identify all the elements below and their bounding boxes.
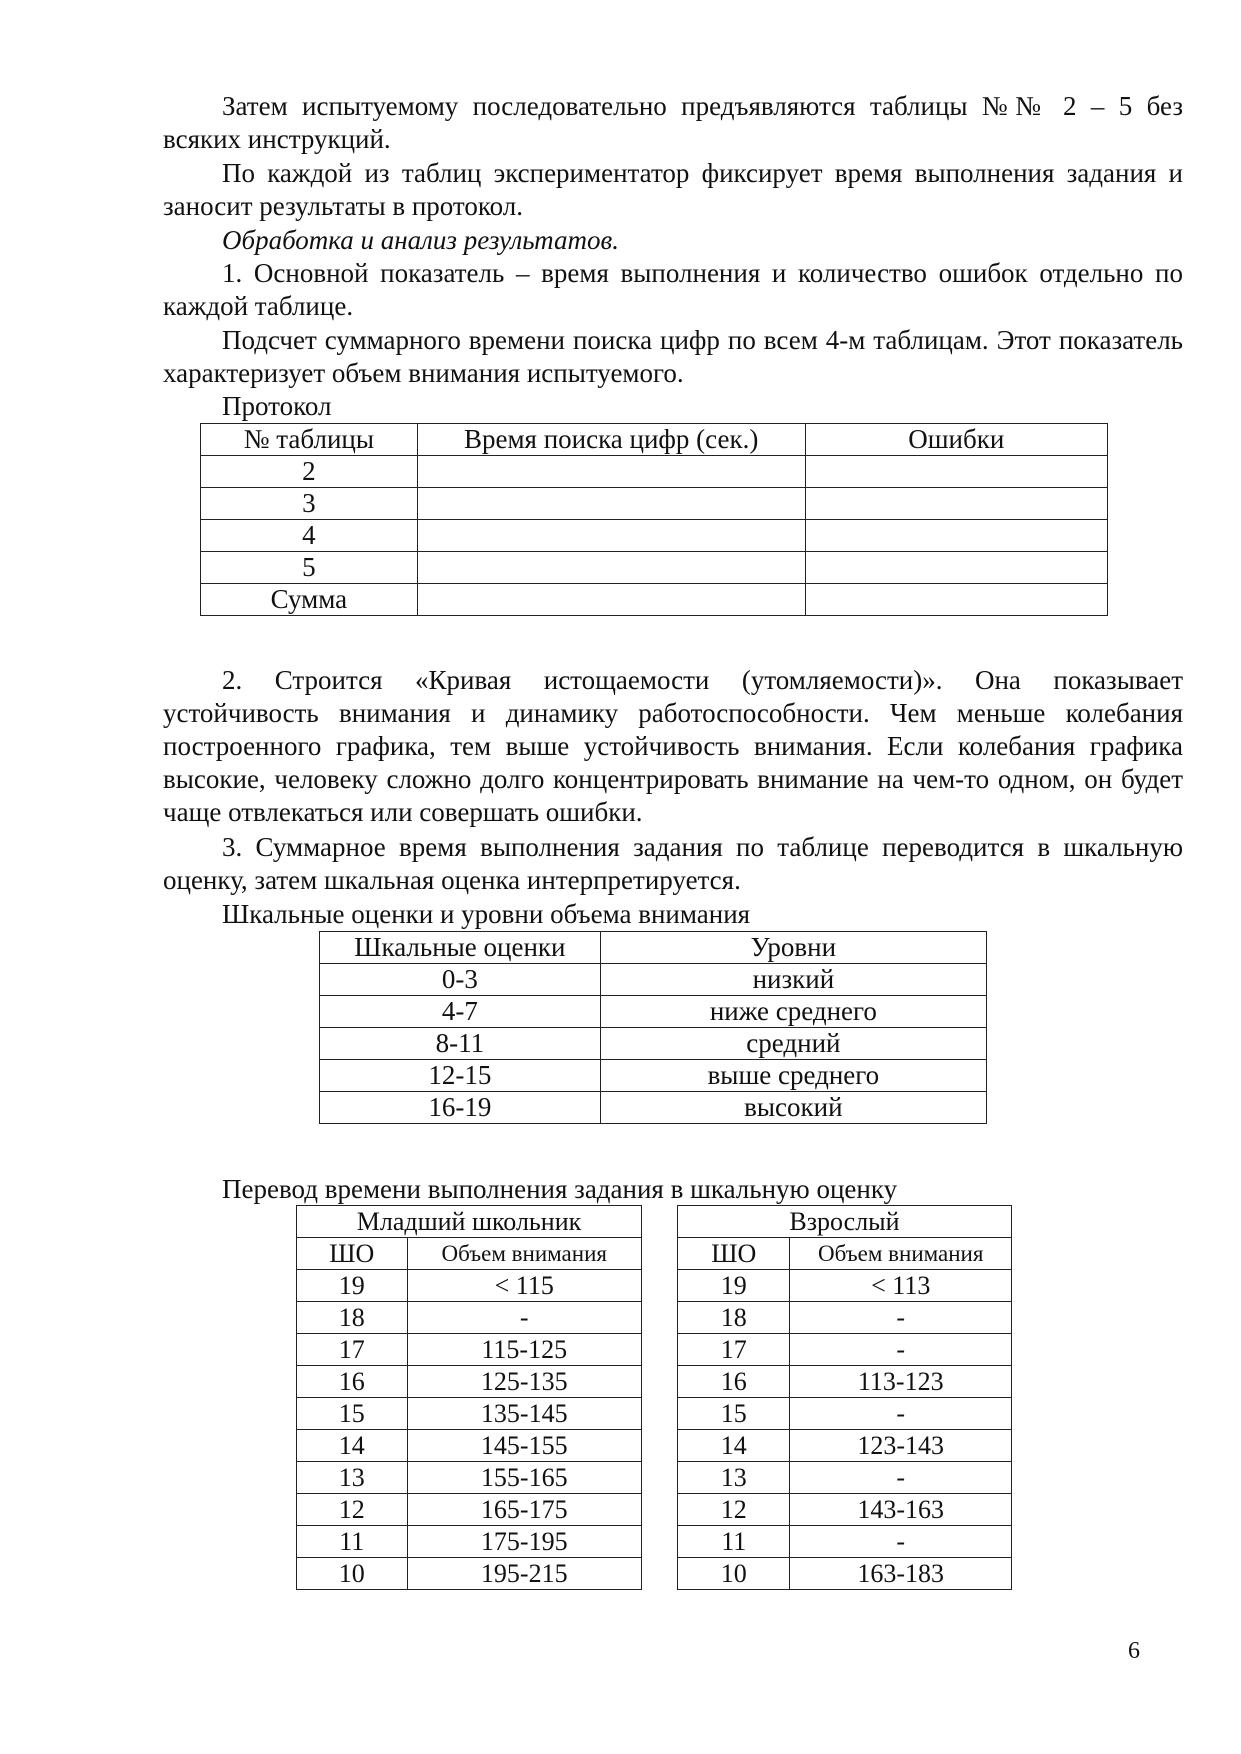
empty-cell: [805, 552, 1107, 584]
table-cell: 175-195: [407, 1526, 642, 1558]
table-cell: -: [790, 1462, 1012, 1494]
table-cell: 10: [678, 1558, 790, 1590]
column-header: ШО: [297, 1238, 408, 1270]
table-cell: низкий: [600, 964, 986, 996]
table-header-row: [201, 424, 1108, 456]
column-header: Объем внимания: [790, 1238, 1012, 1270]
conversion-caption: Перевод времени выполнения задания в шкальную оценку: [222, 1174, 898, 1204]
table-row: [297, 1366, 642, 1398]
table-cell: ниже среднего: [600, 996, 986, 1028]
table-row: [678, 1366, 1012, 1398]
table-cell: -: [790, 1302, 1012, 1334]
empty-cell: [805, 584, 1107, 616]
table-header-row: [320, 932, 987, 964]
table-row: [678, 1430, 1012, 1462]
levels-table: [319, 931, 987, 1124]
table-cell: 12: [678, 1494, 790, 1526]
table-cell: 12: [297, 1494, 408, 1526]
table-cell: < 113: [790, 1270, 1012, 1302]
table-row: [678, 1270, 1012, 1302]
table-row: [297, 1494, 642, 1526]
table-cell: 0-3: [320, 964, 601, 996]
table-cell: 123-143: [790, 1430, 1012, 1462]
table-header-row: [678, 1238, 1012, 1270]
table-row: [678, 1494, 1012, 1526]
table-cell: 4-7: [320, 996, 601, 1028]
table-cell: 143-163: [790, 1494, 1012, 1526]
table-row: [297, 1558, 642, 1590]
table-cell: 14: [678, 1430, 790, 1462]
table-cell: 2: [201, 456, 418, 488]
protocol-caption: Протокол: [222, 391, 332, 421]
table-row: [678, 1302, 1012, 1334]
table-cell: 12-15: [320, 1060, 601, 1092]
table-cell: 14: [297, 1430, 408, 1462]
table-row: [201, 456, 1108, 488]
empty-cell: [417, 488, 805, 520]
table-row: [678, 1334, 1012, 1366]
column-header: ШО: [678, 1238, 790, 1270]
column-header: Время поиска цифр (сек.): [417, 424, 805, 456]
empty-cell: [417, 456, 805, 488]
table-row: [201, 488, 1108, 520]
table-cell: < 115: [407, 1270, 642, 1302]
empty-cell: [805, 520, 1107, 552]
table-cell: 195-215: [407, 1558, 642, 1590]
table-row: [320, 1060, 987, 1092]
protocol-table: [200, 423, 1108, 616]
table-cell: 145-155: [407, 1430, 642, 1462]
table-cell: -: [790, 1398, 1012, 1430]
table-cell: -: [407, 1302, 642, 1334]
table-title: Взрослый: [678, 1206, 1012, 1238]
empty-cell: [805, 456, 1107, 488]
column-header: Уровни: [600, 932, 986, 964]
column-header: № таблицы: [201, 424, 418, 456]
table-row: [297, 1302, 642, 1334]
table-cell: 125-135: [407, 1366, 642, 1398]
table-cell: 115-125: [407, 1334, 642, 1366]
table-cell: 17: [297, 1334, 408, 1366]
table-cell: 113-123: [790, 1366, 1012, 1398]
paragraph-7: 3. Суммарное время выполнения задания по таблице переводится в шкальную оценку, затем шкальная оценка интерпретируется.: [163, 832, 1183, 895]
table-cell: Сумма: [201, 584, 418, 616]
paragraph-5: Подсчет суммарного времени поиска цифр по всем 4-м таблицам. Этот показатель характеризует объем внимания испытуемого.: [163, 325, 1183, 388]
table-cell: высокий: [600, 1092, 986, 1124]
table-row: [297, 1398, 642, 1430]
table-cell: 16: [297, 1366, 408, 1398]
table-cell: 19: [297, 1270, 408, 1302]
table-cell: 8-11: [320, 1028, 601, 1060]
table-cell: 11: [678, 1526, 790, 1558]
table-row: [678, 1558, 1012, 1590]
column-header: Объем внимания: [407, 1238, 642, 1270]
adult-scale-table: [677, 1205, 1012, 1590]
table-header-row: [297, 1238, 642, 1270]
table-cell: 19: [678, 1270, 790, 1302]
table-cell: средний: [600, 1028, 986, 1060]
table-cell: 5: [201, 552, 418, 584]
paragraph-2: По каждой из таблиц экспериментатор фиксирует время выполнения задания и заносит результаты в протокол.: [163, 158, 1183, 221]
table-row: [320, 1028, 987, 1060]
page-number: 6: [1128, 1638, 1140, 1664]
table-cell: 13: [678, 1462, 790, 1494]
table-cell: 10: [297, 1558, 408, 1590]
paragraph-1: Затем испытуемому последовательно предъявляются таблицы №№ 2 – 5 без всяких инструкций.: [163, 91, 1183, 154]
table-cell: 135-145: [407, 1398, 642, 1430]
table-row: [201, 520, 1108, 552]
table-cell: 17: [678, 1334, 790, 1366]
table-cell: 11: [297, 1526, 408, 1558]
empty-cell: [417, 552, 805, 584]
levels-caption: Шкальные оценки и уровни объема внимания: [222, 899, 751, 929]
table-row: [320, 1092, 987, 1124]
table-cell: выше среднего: [600, 1060, 986, 1092]
table-row: [297, 1526, 642, 1558]
table-cell: 155-165: [407, 1462, 642, 1494]
table-title: Младший школьник: [297, 1206, 642, 1238]
table-cell: 3: [201, 488, 418, 520]
empty-cell: [417, 584, 805, 616]
junior-scale-table: [296, 1205, 642, 1590]
paragraph-6: 2. Строится «Кривая истощаемости (утомляемости)». Она показывает устойчивость внимания и динамику работоспособности. Чем меньше колебания построенного графика, тем выше устойчивость внимания. Если колебания графика высокие, человеку сложно долго концентрировать внимание на чем-то одном, он будет чаще отвлекаться или совершать ошибки.: [163, 665, 1183, 827]
table-row: [678, 1462, 1012, 1494]
column-header: Шкальные оценки: [320, 932, 601, 964]
paragraph-4: 1. Основной показатель – время выполнения и количество ошибок отдельно по каждой таблице.: [163, 258, 1183, 321]
table-row: [678, 1526, 1012, 1558]
table-title-row: [678, 1206, 1012, 1238]
table-cell: 13: [297, 1462, 408, 1494]
column-header: Ошибки: [805, 424, 1107, 456]
table-cell: 15: [678, 1398, 790, 1430]
table-row: [297, 1430, 642, 1462]
table-row: [320, 996, 987, 1028]
table-row: [201, 552, 1108, 584]
table-row: [320, 964, 987, 996]
section-heading: Обработка и анализ результатов.: [222, 225, 619, 255]
table-cell: -: [790, 1526, 1012, 1558]
table-title-row: [297, 1206, 642, 1238]
table-row: [297, 1334, 642, 1366]
table-row: [297, 1270, 642, 1302]
empty-cell: [417, 520, 805, 552]
table-cell: 4: [201, 520, 418, 552]
table-cell: 15: [297, 1398, 408, 1430]
table-row: [297, 1462, 642, 1494]
empty-cell: [805, 488, 1107, 520]
table-cell: 18: [297, 1302, 408, 1334]
table-cell: -: [790, 1334, 1012, 1366]
table-row: [678, 1398, 1012, 1430]
table-cell: 16-19: [320, 1092, 601, 1124]
table-row: [201, 584, 1108, 616]
table-cell: 16: [678, 1366, 790, 1398]
table-cell: 18: [678, 1302, 790, 1334]
table-cell: 163-183: [790, 1558, 1012, 1590]
table-cell: 165-175: [407, 1494, 642, 1526]
